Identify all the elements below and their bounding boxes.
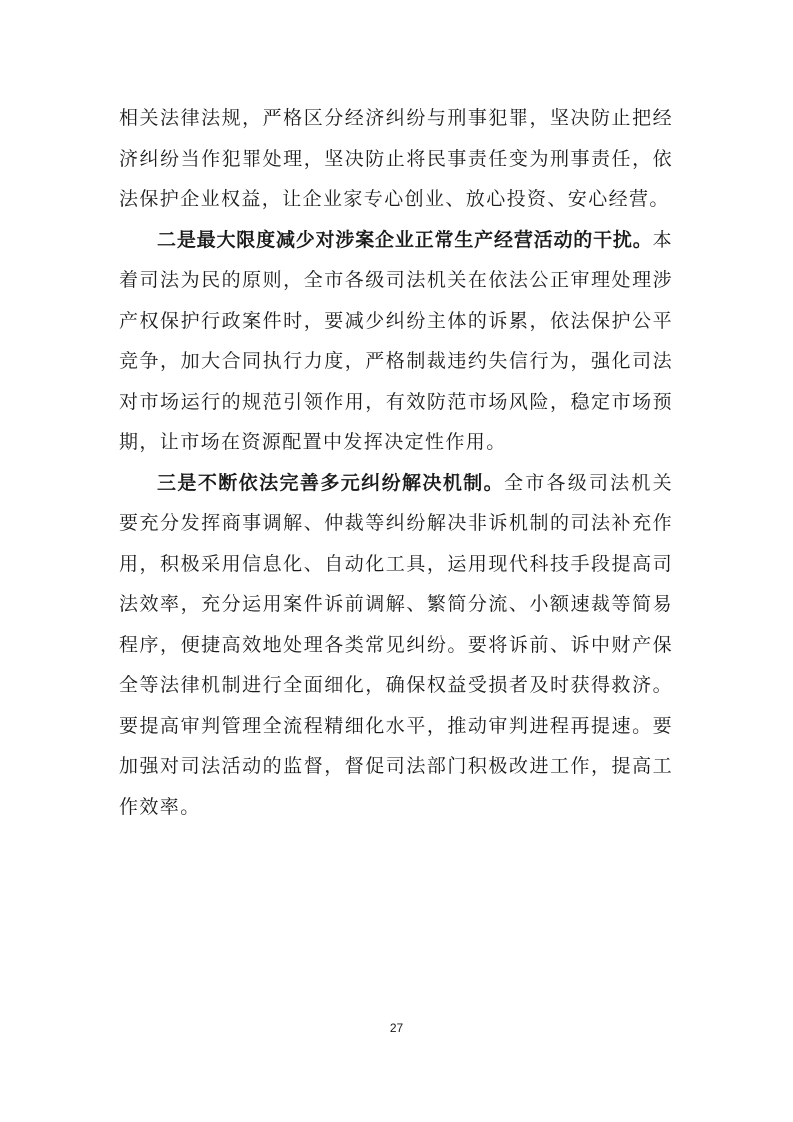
paragraph-lead-heading: 二是最大限度减少对涉案企业正常生产经营活动的干扰。 bbox=[157, 228, 653, 251]
paragraph-continuation bbox=[119, 98, 673, 220]
document-body bbox=[119, 98, 673, 827]
paragraph-text: 本着司法为民的原则，全市各级司法机关在依法公正审理处理涉产权保护行政案件时，要减少纠纷主体的诉累，依法保护公平竞争，加大合同执行力度，严格制裁违约失信行为，强化司法对市场运行的规范引领作用，有效防范市场风险，稳定市场预期，让市场在资源配置中发挥决定性作用。 bbox=[119, 228, 673, 453]
paragraph-point-two bbox=[119, 220, 673, 463]
paragraph-text: 全市各级司法机关要充分发挥商事调解、仲裁等纠纷解决非诉机制的司法补充作用，积极采用信息化、自动化工具，运用现代科技手段提高司法效率，充分运用案件诉前调解、繁简分流、小额速裁等简易程序，便捷高效地处理各类常见纠纷。要将诉前、诉中财产保全等法律机制进行全面细化，确保权益受损者及时获得救济。要提高审判管理全流程精细化水平，推动审判进程再提速。要加强对司法活动的监督，督促司法部门积极改进工作，提高工作效率。 bbox=[119, 471, 674, 818]
paragraph-point-three bbox=[119, 463, 673, 828]
page-number: 27 bbox=[389, 1021, 404, 1035]
paragraph-lead-heading: 三是不断依法完善多元纠纷解决机制。 bbox=[157, 471, 505, 494]
paragraph-text: 相关法律法规，严格区分经济纠纷与刑事犯罪，坚决防止把经济纠纷当作犯罪处理，坚决防止将民事责任变为刑事责任，依法保护企业权益，让企业家专心创业、放心投资、安心经营。 bbox=[119, 107, 673, 210]
